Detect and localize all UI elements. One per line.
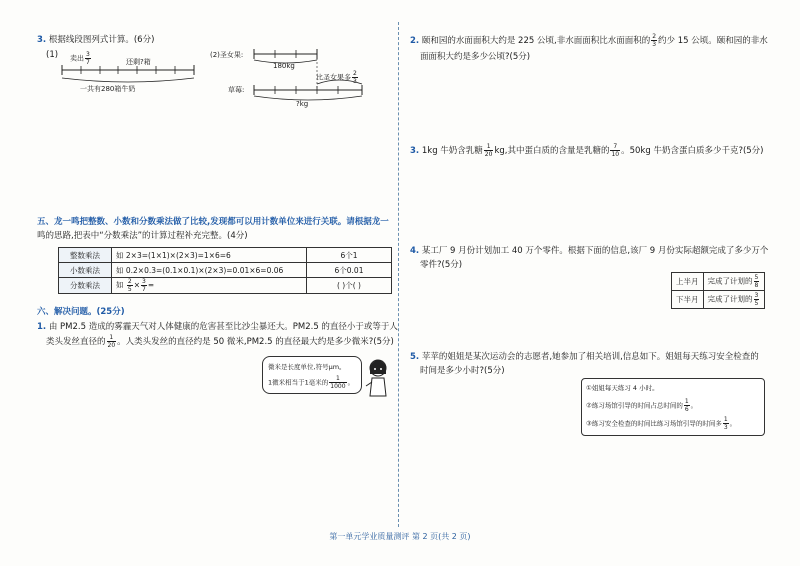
r-q4-line2: 零件?(5分) (420, 260, 463, 270)
table-row (59, 248, 392, 263)
row-head: 上半月 (672, 273, 704, 291)
girl-cartoon-icon (364, 356, 392, 398)
s5-title: 五、龙一鸣把整数、小数和分数乘法做了比较,发现都可以用计数单位来进行关联。请根据龙一 (37, 217, 389, 227)
multiplication-compare-table (58, 247, 392, 294)
q3-p1-label: (1) (46, 50, 59, 60)
s6-q1-line2: 类头发丝直径的 $\frac{1}{20}$ 。人类头发丝的直径约是 50 微米,PM2.5 的直径最大约是多少微米?(5分) (46, 334, 394, 349)
q3-p1-sold: 卖出 $\frac{3}{7}$ (70, 51, 90, 66)
s6-title: 六、解决问题。(25分) (37, 307, 125, 317)
row-expr: 如 2×3=(1×1)×(2×3)=1×6=6 (112, 248, 307, 263)
row-head: 分数乘法 (59, 278, 112, 294)
plan-completion-table (671, 272, 765, 309)
q3-p2-apple: (2)圣女果: (210, 51, 244, 59)
row-result-blank[interactable]: ( )个( ) (307, 278, 392, 294)
row-expr: 如 0.2×0.3=(0.1×0.1)×(2×3)=0.01×6=0.06 (112, 263, 307, 278)
r-q4-line1: 4. 某工厂 9 月份计划加工 40 万个零件。根据下面的信息,该厂 9 月份实际超额完成了多少万个 (410, 246, 769, 256)
r-q5-line2: 时间是多少小时?(5分) (420, 366, 505, 376)
row-value: 完成了计划的 $\frac{3}{5}$ (703, 291, 765, 309)
training-info-box: ①姐姐每天练习 4 小时。 ②练习场馆引导的时间占总时间的 $\frac{1}{6}$ 。 ③练习安全检查的时间比练习场馆引导的时间多 $\frac{1}{3}$ 。 (581, 378, 765, 436)
s6-q1-line1: 1. 由 PM2.5 造成的雾霾天气对人体健康的危害甚至比沙尘暴还大。PM2.5 的直径小于或等于人 (37, 322, 398, 332)
q3-p1-remain: 还剩?箱 (126, 58, 151, 66)
r-q3-line: 3. 1kg 牛奶含乳糖 $\frac{1}{20}$ kg,其中蛋白质的含量是乳糖的 $\frac{7}{10}$ 。50kg 牛奶含蛋白质多少千克?(5分) (410, 143, 764, 158)
row-expr[interactable]: 如 $\frac{2}{5}$ × $\frac{3}{7}$ = (112, 278, 307, 294)
q3-p1-total: 一共有280箱牛奶 (80, 85, 136, 93)
s5-title-cont: 鸣的思路,把表中“分数乘法”的计算过程补充完整。(4分) (37, 231, 248, 241)
r-q2-line2: 面面积大约是多少公顷?(5分) (420, 52, 531, 62)
table-row (672, 291, 765, 309)
table-row (59, 263, 392, 278)
q3-p2-more: 比圣女果多 $\frac{2}{3}$ (316, 70, 357, 85)
row-result: 6个1 (307, 248, 392, 263)
table-row (59, 278, 392, 294)
table-row (672, 273, 765, 291)
q3-p2-strawberry: 草莓: (228, 86, 245, 94)
q3-p2-weight: 180kg (273, 62, 295, 70)
page-footer: 第一单元学业质量测评 第 2 页(共 2 页) (329, 532, 471, 541)
q3-title: 3. 根据线段图列式计算。(6分) (37, 35, 155, 45)
row-result: 6个0.01 (307, 263, 392, 278)
row-head: 整数乘法 (59, 248, 112, 263)
q3-p2-question: ?kg (296, 100, 309, 108)
row-head: 小数乘法 (59, 263, 112, 278)
r-q2-line1: 2. 颐和园的水面面积大约是 225 公顷,非水面面积比水面面积的 $\frac{2}{3}$ 约少 15 公顷。颐和园的非水 (410, 33, 768, 48)
row-head: 下半月 (672, 291, 704, 309)
column-divider (398, 22, 399, 527)
row-value: 完成了计划的 $\frac{5}{8}$ (703, 273, 765, 291)
micron-note-bubble: 微米是长度单位,符号μm。 1微米相当于1毫米的 $\frac{1}{1000}$ 。 (262, 356, 362, 394)
r-q5-line1: 5. 苹苹的姐姐是某次运动会的志愿者,她参加了相关培训,信息如下。姐姐每天练习安全检查的 (410, 352, 759, 362)
